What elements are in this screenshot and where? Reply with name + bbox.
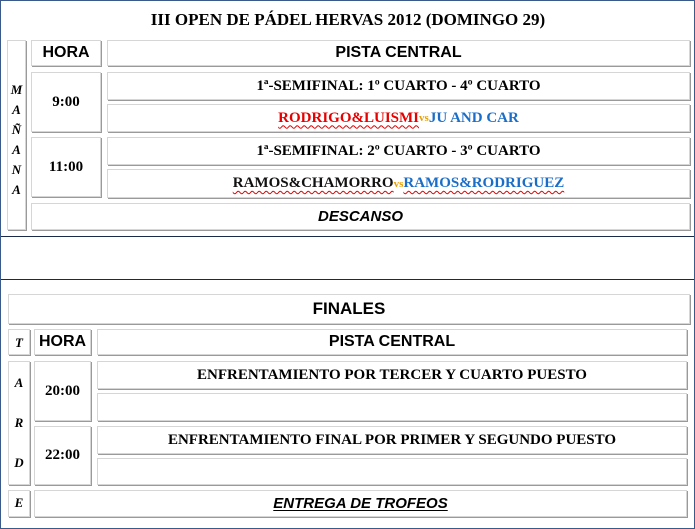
- side-letter: R: [14, 415, 24, 430]
- side-letter: A: [12, 182, 21, 197]
- afternoon-side-bottom: [8, 490, 30, 517]
- morning-teams-1: [107, 104, 690, 132]
- afternoon-teams-1: [97, 393, 687, 421]
- morning-title: III OPEN DE PÁDEL HERVAS 2012 (DOMINGO 29): [150, 10, 546, 29]
- side-letter: N: [11, 162, 22, 177]
- morning-teams-2: [107, 169, 690, 198]
- afternoon-match-2: ENFRENTAMIENTO FINAL POR PRIMER Y SEGUNDO PUESTO: [97, 426, 687, 454]
- morning-match-1: 1ª-SEMIFINAL: 1º CUARTO - 4º CUARTO: [107, 72, 690, 100]
- morning-hora-header: HORA: [31, 40, 101, 66]
- side-letter: A: [12, 142, 21, 157]
- afternoon-side-mid: [8, 361, 30, 485]
- side-letter: Ñ: [11, 122, 22, 137]
- team-a: RAMOS&CHAMORRO: [232, 175, 394, 191]
- side-letter: E: [14, 495, 24, 510]
- trophies-label: ENTREGA DE TROFEOS: [273, 495, 448, 512]
- morning-break: DESCANSO: [31, 203, 690, 230]
- morning-time-1: 9:00: [31, 72, 101, 132]
- vs-label: vs: [393, 177, 404, 190]
- morning-match-2: 1ª-SEMIFINAL: 2º CUARTO - 3º CUARTO: [107, 137, 690, 165]
- afternoon-pista-header: PISTA CENTRAL: [97, 329, 687, 355]
- team-b: RAMOS&RODRIGUEZ: [403, 175, 565, 191]
- trophies-row: [34, 490, 687, 517]
- team-a: RODRIGO&LUISMI: [278, 109, 420, 126]
- side-letter: A: [12, 102, 21, 117]
- morning-side-label: [7, 40, 26, 230]
- afternoon-time-1: 20:00: [34, 361, 91, 421]
- finals-title: FINALES: [8, 294, 690, 324]
- afternoon-time-2: 22:00: [34, 426, 91, 485]
- afternoon-hora-header: HORA: [34, 329, 91, 355]
- section-separator: [1, 236, 694, 280]
- team-b: JU AND CAR: [428, 109, 519, 126]
- afternoon-teams-2: [97, 458, 687, 485]
- morning-time-2: 11:00: [31, 137, 101, 197]
- side-letter: T: [15, 335, 23, 350]
- vs-label: vs: [419, 112, 429, 124]
- side-letter: D: [14, 455, 24, 470]
- afternoon-match-1: ENFRENTAMIENTO POR TERCER Y CUARTO PUESTO: [97, 361, 687, 389]
- side-letter: M: [10, 82, 23, 97]
- morning-pista-header: PISTA CENTRAL: [107, 40, 690, 66]
- side-letter: A: [14, 375, 24, 390]
